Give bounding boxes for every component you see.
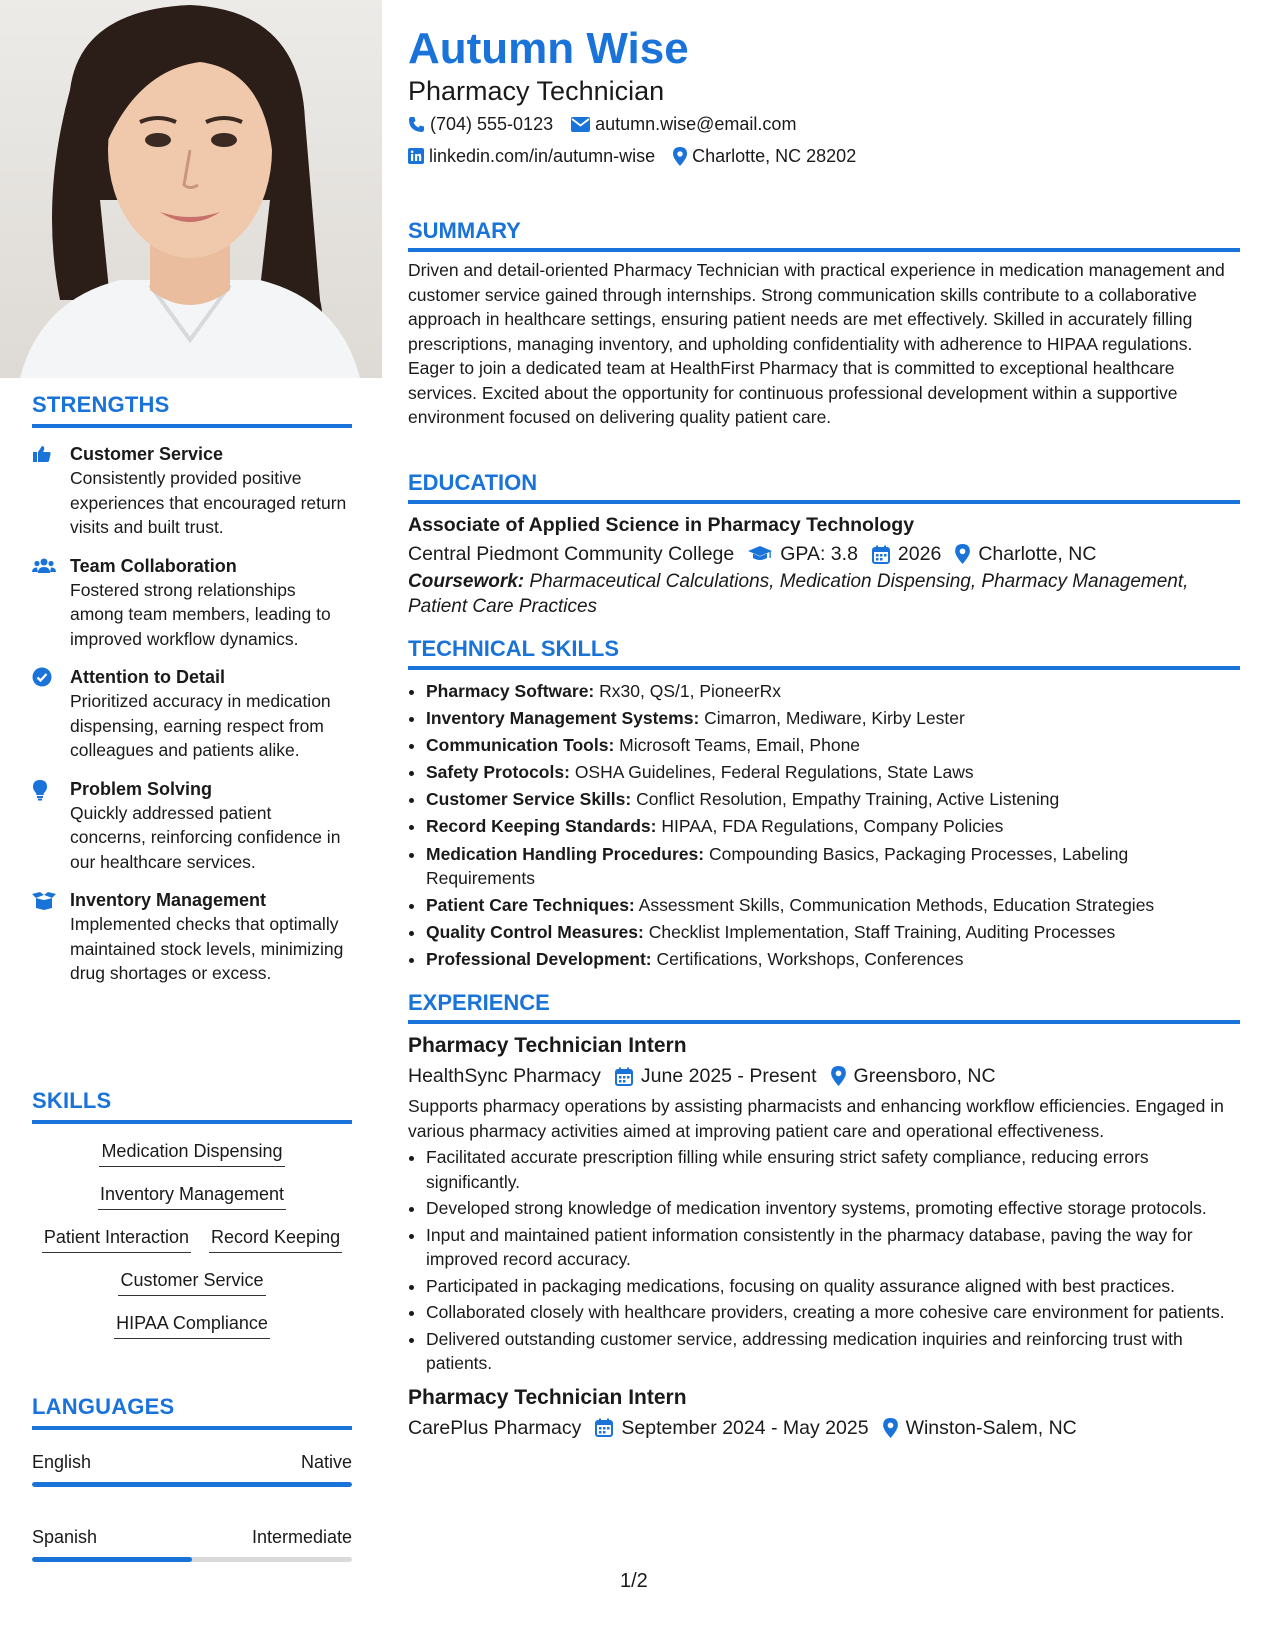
skill-key: Record Keeping Standards: bbox=[426, 816, 657, 836]
job-title: Pharmacy Technician bbox=[408, 76, 665, 106]
check-circle-icon bbox=[32, 667, 52, 687]
skill-key: Pharmacy Software: bbox=[426, 681, 595, 701]
strengths-heading: STRENGTHS bbox=[32, 392, 352, 428]
strengths-section bbox=[32, 392, 352, 986]
phone-icon bbox=[408, 116, 425, 133]
map-pin-icon bbox=[955, 544, 970, 564]
skill-key: Quality Control Measures: bbox=[426, 922, 644, 942]
language-item bbox=[32, 1450, 352, 1487]
skill-key: Customer Service Skills: bbox=[426, 789, 632, 809]
email-text[interactable]: autumn.wise@email.com bbox=[595, 114, 797, 134]
job-dates-item bbox=[615, 1062, 817, 1090]
list-item bbox=[426, 732, 1240, 759]
language-bar bbox=[32, 1482, 352, 1487]
map-pin-icon bbox=[831, 1066, 846, 1086]
summary-section bbox=[408, 218, 1240, 430]
skill-value: Conflict Resolution, Empathy Training, Active Listening bbox=[636, 789, 1060, 809]
list-item: • Collaborated closely with healthcare providers, creating a more cohesive care environment for patients. bbox=[426, 1300, 1240, 1325]
edu-location-item bbox=[955, 540, 1096, 568]
education-section bbox=[408, 470, 1240, 619]
skill-chip: HIPAA Compliance bbox=[114, 1310, 270, 1339]
calendar-icon bbox=[595, 1418, 613, 1437]
skill-value: Compounding Basics, Packaging Processes, Labeling Requirements bbox=[426, 844, 1129, 888]
edu-location-text: Charlotte, NC bbox=[978, 543, 1097, 565]
experience-heading: EXPERIENCE bbox=[408, 990, 1240, 1024]
languages-section bbox=[32, 1394, 352, 1562]
job-role: Pharmacy Technician Intern bbox=[408, 1385, 687, 1409]
gpa-item bbox=[748, 540, 858, 568]
job-bullets bbox=[408, 1145, 1240, 1376]
job-location: Greensboro, NC bbox=[853, 1065, 996, 1087]
list-item bbox=[426, 946, 1240, 973]
list-item: • Facilitated accurate prescription filling while ensuring strict safety compliance, reducing errors significantly. bbox=[426, 1145, 1240, 1194]
language-bar-fill bbox=[32, 1482, 352, 1487]
company-name: HealthSync Pharmacy bbox=[408, 1065, 601, 1087]
skill-key: Communication Tools: bbox=[426, 735, 615, 755]
location-text: Charlotte, NC 28202 bbox=[692, 146, 857, 166]
page-number: 1/2 bbox=[620, 1570, 648, 1592]
skill-value: OSHA Guidelines, Federal Regulations, State Laws bbox=[574, 762, 974, 782]
skill-key: Patient Care Techniques: bbox=[426, 895, 635, 915]
job-meta bbox=[408, 1062, 1240, 1090]
list-item: • Input and maintained patient information consistently in the pharmacy database, paving the way for improved record accuracy. bbox=[426, 1223, 1240, 1272]
gpa-text: GPA: 3.8 bbox=[780, 543, 858, 565]
year-text: 2026 bbox=[897, 543, 942, 565]
job-entry bbox=[408, 1032, 1240, 1376]
strength-description: Fostered strong relationships among team members, leading to improved workflow dynamics. bbox=[70, 579, 331, 649]
skill-chip: Customer Service bbox=[118, 1267, 265, 1296]
coursework-text: Pharmaceutical Calculations, Medication Dispensing, Pharmacy Management, Patient Care Practices bbox=[408, 571, 1189, 617]
skill-key: Medication Handling Procedures: bbox=[426, 844, 705, 864]
list-item bbox=[426, 705, 1240, 732]
summary-text: Driven and detail-oriented Pharmacy Technician with practical experience in medication management and customer service gained through internships. Strong communication skills contribute to a collaborative approach in healthcare settings, ensuring patient needs are met effectively. Skilled in accurately filling prescriptions, managing inventory, and upholding confidentiality with adherence to HIPAA regulations. Eager to join a dedicated team at HealthFirst Pharmacy that is committed to exceptional healthcare services. Excited about the opportunity for continuous professional development within a supportive environment focused on delivering quality patient care. bbox=[408, 260, 1225, 427]
job-dates: September 2024 - May 2025 bbox=[621, 1416, 869, 1439]
strength-description: Prioritized accuracy in medication dispensing, earning respect from colleagues and patients alike. bbox=[70, 691, 331, 760]
job-entry bbox=[408, 1384, 1240, 1442]
strength-title: Inventory Management bbox=[70, 890, 267, 910]
skill-chip: Patient Interaction bbox=[42, 1224, 191, 1253]
education-heading: EDUCATION bbox=[408, 470, 1240, 504]
skill-key: Safety Protocols: bbox=[426, 762, 570, 782]
job-dates: June 2025 - Present bbox=[640, 1065, 817, 1087]
profile-photo bbox=[0, 0, 382, 378]
job-summary: Supports pharmacy operations by assisting pharmacists and enhancing workflow efficiencies. Engaged in various pharmacy activities aimed at improving patient care and operational effectiveness. bbox=[408, 1096, 1224, 1141]
list-item bbox=[426, 813, 1240, 840]
education-meta bbox=[408, 540, 1240, 568]
strength-description: Quickly addressed patient concerns, reinforcing confidence in our healthcare services. bbox=[70, 802, 341, 872]
strength-title: Team Collaboration bbox=[70, 555, 237, 576]
skill-value: HIPAA, FDA Regulations, Company Policies bbox=[661, 816, 1004, 836]
strength-title: Attention to Detail bbox=[70, 667, 225, 687]
map-pin-icon bbox=[673, 147, 687, 166]
list-item: • Developed strong knowledge of medication inventory systems, promoting effective storage protocols. bbox=[426, 1196, 1240, 1221]
skill-value: Microsoft Teams, Email, Phone bbox=[619, 735, 861, 755]
skill-value: Rx30, QS/1, PioneerRx bbox=[599, 681, 782, 701]
skills-section bbox=[32, 1088, 352, 1339]
location-item bbox=[673, 144, 856, 168]
skill-value: Cimarron, Mediware, Kirby Lester bbox=[704, 708, 965, 728]
degree-name: Associate of Applied Science in Pharmacy Technology bbox=[408, 514, 915, 536]
email-item[interactable] bbox=[571, 112, 796, 136]
skill-chip: Inventory Management bbox=[98, 1181, 286, 1210]
linkedin-item[interactable] bbox=[408, 144, 655, 168]
strength-item bbox=[32, 777, 352, 875]
technical-skills-section bbox=[408, 636, 1240, 973]
coursework-label: Coursework: bbox=[408, 571, 525, 592]
job-location: Winston-Salem, NC bbox=[905, 1416, 1077, 1439]
skill-value: Checklist Implementation, Staff Training, Auditing Processes bbox=[648, 922, 1116, 942]
skill-value: Assessment Skills, Communication Methods, Education Strategies bbox=[638, 895, 1155, 915]
linkedin-icon bbox=[408, 148, 424, 164]
strength-item bbox=[32, 554, 352, 652]
phone-item bbox=[408, 112, 553, 136]
technical-skills-list bbox=[408, 678, 1240, 973]
year-item bbox=[872, 540, 941, 568]
envelope-icon bbox=[571, 117, 590, 132]
skill-key: Inventory Management Systems: bbox=[426, 708, 700, 728]
list-item bbox=[426, 892, 1240, 919]
summary-heading: SUMMARY bbox=[408, 218, 1240, 252]
skills-heading: SKILLS bbox=[32, 1088, 352, 1124]
list-item bbox=[426, 759, 1240, 786]
skill-chip: Record Keeping bbox=[209, 1224, 342, 1253]
graduation-cap-icon bbox=[748, 545, 772, 563]
job-role: Pharmacy Technician Intern bbox=[408, 1034, 687, 1057]
job-location-item bbox=[883, 1414, 1077, 1442]
list-item bbox=[426, 786, 1240, 813]
strength-description: Implemented checks that optimally maintained stock levels, minimizing drug shortages or excess. bbox=[70, 914, 344, 983]
list-item: • Delivered outstanding customer service, addressing medication inquiries and reinforcing trust with patients. bbox=[426, 1327, 1240, 1376]
coursework bbox=[408, 570, 1240, 619]
languages-heading: LANGUAGES bbox=[32, 1394, 352, 1430]
language-level: Intermediate bbox=[251, 1527, 352, 1547]
language-name: English bbox=[32, 1452, 92, 1472]
list-item: • Participated in packaging medications, focusing on quality assurance aligned with best practices. bbox=[426, 1274, 1240, 1299]
box-open-icon bbox=[32, 890, 56, 910]
list-item bbox=[426, 919, 1240, 946]
job-location-item bbox=[831, 1062, 996, 1090]
strength-title: Customer Service bbox=[70, 444, 224, 464]
language-bar-fill bbox=[32, 1557, 192, 1562]
linkedin-text[interactable]: linkedin.com/in/autumn-wise bbox=[429, 146, 656, 166]
job-meta bbox=[408, 1414, 1240, 1442]
school-name: Central Piedmont Community College bbox=[408, 543, 735, 565]
language-bar bbox=[32, 1557, 352, 1562]
language-level: Native bbox=[300, 1452, 352, 1472]
lightbulb-icon bbox=[32, 779, 48, 801]
map-pin-icon bbox=[883, 1418, 898, 1438]
contact-row bbox=[408, 112, 814, 136]
technical-skills-heading: TECHNICAL SKILLS bbox=[408, 636, 1240, 670]
users-icon bbox=[32, 556, 56, 576]
thumbs-up-icon bbox=[32, 444, 52, 464]
calendar-icon bbox=[872, 545, 890, 564]
calendar-icon bbox=[615, 1067, 633, 1086]
skill-chip: Medication Dispensing bbox=[99, 1138, 284, 1167]
language-name: Spanish bbox=[32, 1527, 98, 1547]
contact-row bbox=[408, 144, 874, 168]
strength-item bbox=[32, 888, 352, 986]
language-item bbox=[32, 1525, 352, 1562]
experience-section bbox=[408, 990, 1240, 1442]
list-item bbox=[426, 842, 1240, 890]
skill-key: Professional Development: bbox=[426, 949, 652, 969]
strength-title: Problem Solving bbox=[70, 778, 213, 799]
strength-description: Consistently provided positive experiences that encouraged return visits and built trust. bbox=[70, 468, 347, 537]
sidebar bbox=[0, 0, 385, 1650]
strength-item bbox=[32, 442, 352, 540]
skill-value: Certifications, Workshops, Conferences bbox=[656, 949, 964, 969]
phone-text: (704) 555-0123 bbox=[430, 114, 554, 134]
job-dates-item bbox=[595, 1414, 868, 1442]
company-name: CarePlus Pharmacy bbox=[408, 1416, 582, 1439]
strength-item bbox=[32, 665, 352, 763]
candidate-name: Autumn Wise bbox=[408, 24, 689, 73]
list-item bbox=[426, 678, 1240, 705]
